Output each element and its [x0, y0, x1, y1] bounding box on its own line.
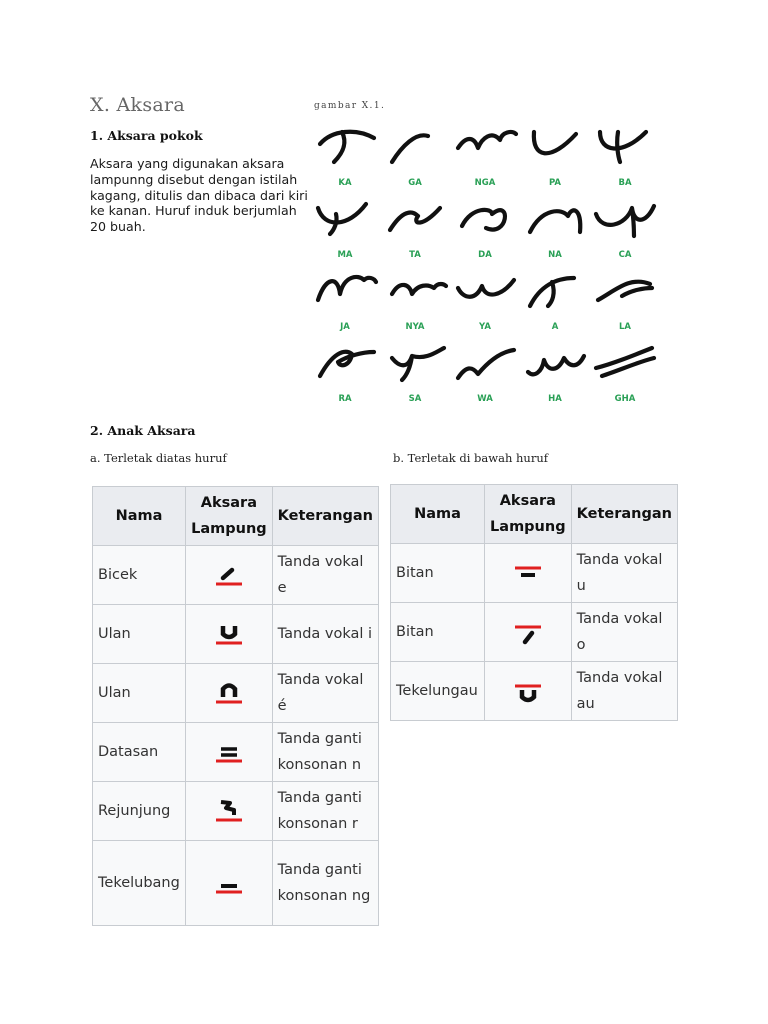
table-row	[93, 723, 379, 782]
glyph-label: SA	[408, 394, 422, 404]
glyph-cell-nga	[452, 122, 522, 192]
glyph-label: HA	[548, 394, 562, 404]
glyph-label: NYA	[405, 322, 425, 332]
cell-nama: Datasan	[93, 723, 186, 782]
mark-double-dash-above-icon	[196, 735, 262, 769]
cell-nama: Tekelungau	[391, 662, 485, 721]
subheading-below-letter: b. Terletak di bawah huruf	[393, 451, 548, 465]
glyph-label: DA	[478, 250, 492, 260]
glyph-wa-icon	[452, 338, 522, 390]
glyph-ga-icon	[382, 122, 452, 174]
glyph-nya-icon	[382, 266, 452, 318]
header-keterangan: Keterangan	[272, 487, 378, 546]
table-row	[391, 662, 678, 721]
cell-keterangan: Tanda vokal é	[272, 664, 378, 723]
table-header-row	[391, 485, 678, 544]
mark-u-below-icon	[495, 674, 561, 708]
mark-slash-below-icon	[495, 615, 561, 649]
cell-nama: Bicek	[93, 546, 186, 605]
glyph-label: KA	[338, 178, 352, 188]
glyph-cell-nya	[382, 266, 452, 336]
glyph-nga-icon	[452, 122, 522, 174]
glyph-label: NGA	[474, 178, 496, 188]
glyph-label: PA	[548, 178, 562, 188]
glyph-cell-sa	[382, 338, 452, 408]
table-row	[93, 605, 379, 664]
glyph-cell-ka	[312, 122, 382, 192]
glyph-cell-ma	[312, 194, 382, 264]
glyph-label: RA	[338, 394, 352, 404]
section-heading-aksara-pokok: 1. Aksara pokok	[90, 128, 203, 143]
glyph-cell-a	[522, 266, 592, 336]
header-aksara-lampung: Aksara Lampung	[484, 485, 571, 544]
glyph-da-icon	[452, 194, 522, 246]
glyph-cell-ga	[382, 122, 452, 192]
cell-keterangan: Tanda ganti konsonan n	[272, 723, 378, 782]
glyph-cell-pa	[522, 122, 592, 192]
cell-aksara-lampung	[484, 662, 571, 721]
page-title: X. Aksara	[90, 94, 186, 116]
table-row	[391, 603, 678, 662]
glyph-cell-ba	[592, 122, 662, 192]
glyph-gha-icon	[592, 338, 662, 390]
cell-nama: Bitan	[391, 603, 485, 662]
glyph-label: CA	[618, 250, 632, 260]
glyph-ra-icon	[312, 338, 382, 390]
cell-aksara-lampung	[484, 544, 571, 603]
glyph-cell-ha	[522, 338, 592, 408]
glyph-cell-na	[522, 194, 592, 264]
glyph-label: WA	[477, 394, 493, 404]
subheading-above-letter: a. Terletak diatas huruf	[90, 451, 227, 465]
glyph-cell-ca	[592, 194, 662, 264]
glyph-cell-gha	[592, 338, 662, 408]
table-row	[391, 544, 678, 603]
mark-dash-below-icon	[495, 556, 561, 590]
cell-nama: Ulan	[93, 605, 186, 664]
glyph-cell-la	[592, 266, 662, 336]
table-row	[93, 546, 379, 605]
cell-aksara-lampung	[186, 664, 273, 723]
cell-nama: Ulan	[93, 664, 186, 723]
glyph-label: BA	[618, 178, 632, 188]
cell-aksara-lampung	[186, 605, 273, 664]
glyph-label: LA	[619, 322, 631, 332]
mark-n-above-icon	[196, 676, 262, 710]
cell-nama: Bitan	[391, 544, 485, 603]
glyph-label: TA	[409, 250, 421, 260]
glyph-label: NA	[548, 250, 562, 260]
table-header-row	[93, 487, 379, 546]
glyph-cell-ja	[312, 266, 382, 336]
header-nama: Nama	[93, 487, 186, 546]
glyph-cell-da	[452, 194, 522, 264]
section-body-aksara-pokok: Aksara yang digunakan aksara lampunng disebut dengan istilah kagang, ditulis dan dibaca dari kiri ke kanan. Huruf induk berjumlah 20 buah.	[90, 156, 308, 235]
glyph-ka-icon	[312, 122, 382, 174]
table-marks-below	[390, 484, 678, 721]
cell-keterangan: Tanda ganti konsonan r	[272, 782, 378, 841]
mark-u-above-icon	[196, 617, 262, 651]
cell-keterangan: Tanda vokal i	[272, 605, 378, 664]
cell-keterangan: Tanda vokal u	[571, 544, 677, 603]
glyph-la-icon	[592, 266, 662, 318]
cell-aksara-lampung	[186, 723, 273, 782]
glyph-ta-icon	[382, 194, 452, 246]
cell-aksara-lampung	[186, 546, 273, 605]
section-heading-anak-aksara: 2. Anak Aksara	[90, 423, 196, 438]
mark-hook-above-icon	[196, 794, 262, 828]
glyph-na-icon	[522, 194, 592, 246]
glyph-cell-ra	[312, 338, 382, 408]
table-row	[93, 841, 379, 926]
header-keterangan: Keterangan	[571, 485, 677, 544]
table-marks-above	[92, 486, 379, 926]
glyph-label: YA	[479, 322, 491, 332]
cell-keterangan: Tanda vokal au	[571, 662, 677, 721]
glyph-label: GA	[408, 178, 422, 188]
cell-aksara-lampung	[484, 603, 571, 662]
cell-aksara-lampung	[186, 782, 273, 841]
mark-slash-above-icon	[196, 558, 262, 592]
glyph-pa-icon	[522, 122, 592, 174]
glyph-cell-wa	[452, 338, 522, 408]
cell-nama: Tekelubang	[93, 841, 186, 926]
glyph-ca-icon	[592, 194, 662, 246]
glyph-ba-icon	[592, 122, 662, 174]
cell-keterangan: Tanda vokal e	[272, 546, 378, 605]
glyph-sa-icon	[382, 338, 452, 390]
cell-aksara-lampung	[186, 841, 273, 926]
glyph-cell-ta	[382, 194, 452, 264]
header-aksara-lampung: Aksara Lampung	[186, 487, 273, 546]
aksara-glyph-grid	[310, 118, 660, 408]
cell-nama: Rejunjung	[93, 782, 186, 841]
glyph-ya-icon	[452, 266, 522, 318]
glyph-label: MA	[337, 250, 353, 260]
glyph-a-icon	[522, 266, 592, 318]
table-row	[93, 664, 379, 723]
cell-keterangan: Tanda ganti konsonan ng	[272, 841, 378, 926]
glyph-ja-icon	[312, 266, 382, 318]
glyph-label: A	[551, 322, 559, 332]
mark-dash-above-icon	[196, 866, 262, 900]
cell-keterangan: Tanda vokal o	[571, 603, 677, 662]
glyph-label: GHA	[614, 394, 636, 404]
glyph-label: JA	[340, 322, 350, 332]
table-row	[93, 782, 379, 841]
glyph-cell-ya	[452, 266, 522, 336]
glyph-ha-icon	[522, 338, 592, 390]
figure-caption: gambar X.1.	[314, 101, 386, 111]
header-nama: Nama	[391, 485, 485, 544]
glyph-ma-icon	[312, 194, 382, 246]
